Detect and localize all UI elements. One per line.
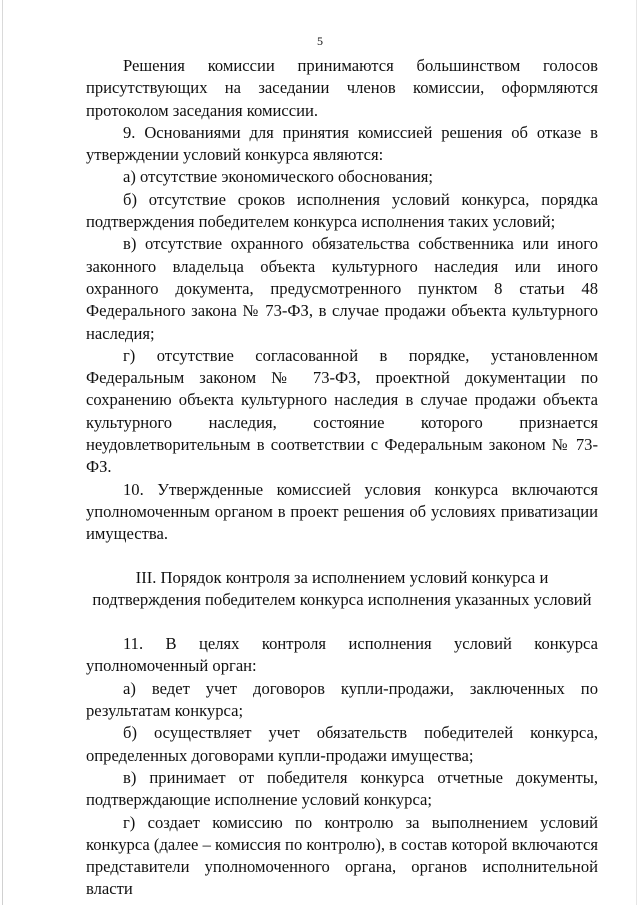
- paragraph-item-11a: а) ведет учет договоров купли-продажи, заключенных по результатам конкурса;: [86, 678, 598, 721]
- section-heading-line-1: III. Порядок контроля за исполнением условий конкурса и: [135, 567, 549, 587]
- page-number: 5: [317, 34, 323, 48]
- paragraph-item-9v: в) отсутствие охранного обязательства собственника или иного законного владельца объекта культурного наследия или иного охранного документа, предусмотренного пунктом 8 статьи 48 Федерального закона № 73-ФЗ, в случае продажи объекта культурного наследия;: [86, 234, 598, 343]
- scan-edge-left: [2, 0, 3, 905]
- paragraph-item-11b: б) осуществляет учет обязательств победителей конкурса, определенных договорами купли-продажи имущества;: [86, 723, 598, 765]
- paragraph-item-9: 9. Основаниями для принятия комиссией решения об отказе в утверждении условий конкурса являются:: [86, 122, 598, 165]
- paragraph-item-9g: г) отсутствие согласованной в порядке, установленном Федеральным законом № 73-ФЗ, проектной документации по сохранению объекта культурного наследия в случае продажи объекта культурного наследия, состояние которого признается неудовлетворительным в соответствии с Федеральным законом № 73-ФЗ.: [86, 345, 598, 477]
- paragraph-item-11g: г) создает комиссию по контролю за выполнением условий конкурса (далее – комиссия по контролю), в состав которой включаются представители уполномоченного органа, органов исполнительной власти: [86, 812, 598, 899]
- spacer: [86, 546, 598, 567]
- paragraph-item-9a: а) отсутствие экономического обоснования;: [123, 167, 434, 187]
- scan-edge-right: [636, 0, 637, 905]
- paragraph-item-10: 10. Утвержденные комиссией условия конкурса включаются уполномоченным органом в проект решения об условиях приватизации имущества.: [86, 479, 598, 544]
- paragraph-item-11: 11. В целях контроля исполнения условий конкурса уполномоченный орган:: [86, 634, 598, 676]
- paragraph-item-9b: б) отсутствие сроков исполнения условий конкурса, порядка подтверждения победителем конкурса исполнения таких условий;: [86, 189, 598, 232]
- paragraph-decisions: Решения комиссии принимаются большинством голосов присутствующих на заседании членов комиссии, оформляются протоколом заседания комиссии.: [86, 56, 598, 120]
- spacer: [86, 611, 598, 633]
- paragraph-item-11v: в) принимает от победителя конкурса отчетные документы, подтверждающие исполнение условий конкурса;: [86, 767, 598, 810]
- section-heading-line-2: подтверждения победителем конкурса исполнения указанных условий: [92, 589, 592, 609]
- body-text: [86, 55, 598, 901]
